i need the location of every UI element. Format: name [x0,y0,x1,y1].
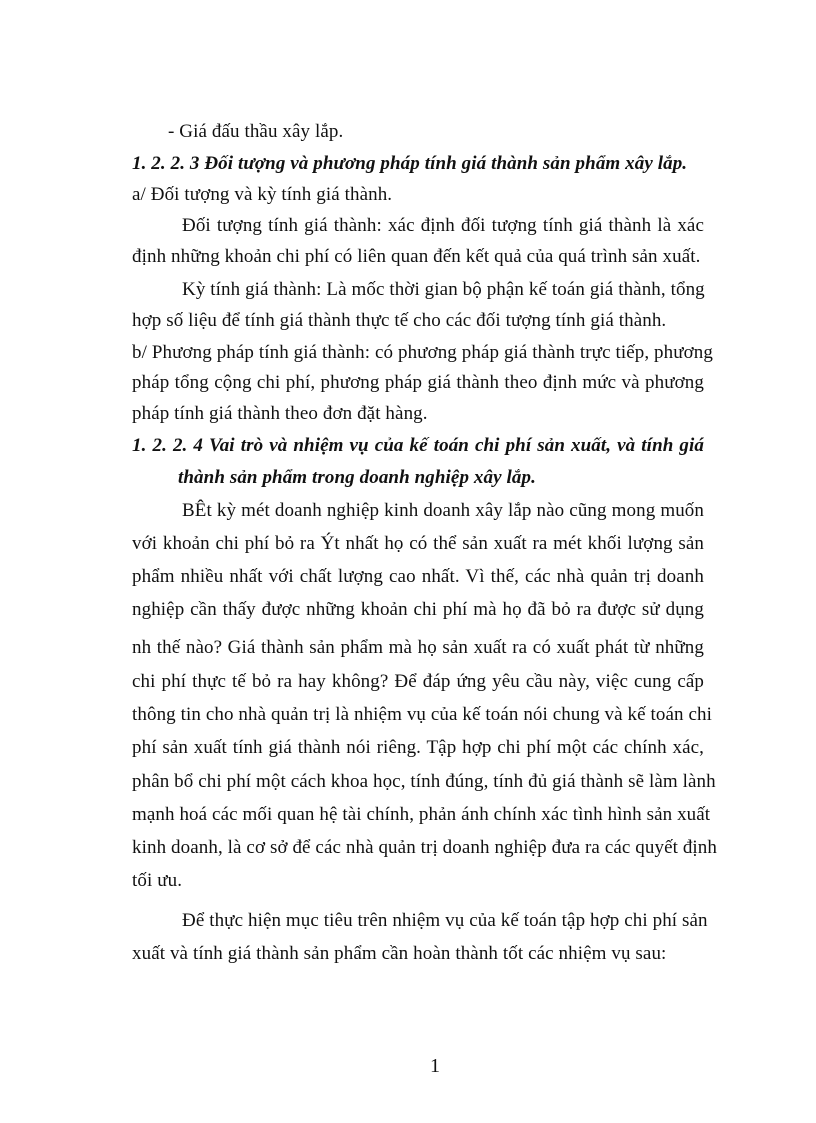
page-number: 1 [430,1055,440,1077]
paragraph-line: Kỳ tính giá thành: Là mốc thời gian bộ phận kế toán giá thành, tổng [182,279,705,300]
paragraph-line: định những khoản chi phí có liên quan đến kết quả của quá trình sản xuất. [132,246,701,267]
section-heading-1-2-2-4: 1. 2. 2. 4 Vai trò và nhiệm vụ của kế toán chi phí sản xuất, và tính giá [132,435,704,456]
paragraph-line: phí sản xuất tính giá thành nói riêng. Tập hợp chi phí một các chính xác, [132,737,704,758]
subheading-a: a/ Đối tượng và kỳ tính giá thành. [132,184,393,205]
paragraph-line: chi phí thực tế bỏ ra hay không? Để đáp ứng yêu cầu này, việc cung cấp [132,671,704,692]
paragraph-line: phẩm nhiều nhất với chất lượng cao nhất. Vì thế, các nhà quản trị doanh [132,566,704,587]
section-heading-1-2-2-3: 1. 2. 2. 3 Đối tượng và phương pháp tính giá thành sản phẩm xây lắp. [132,153,688,174]
section-heading-continuation: thành sản phẩm trong doanh nghiệp xây lắp. [178,467,536,488]
paragraph-line: hợp số liệu để tính giá thành thực tế cho các đối tượng tính giá thành. [132,310,667,331]
paragraph-line: với khoản chi phí bỏ ra Ýt nhất họ có thể sản xuất ra mét khối lượng sản [132,533,704,554]
paragraph-line: kinh doanh, là cơ sở để các nhà quản trị doanh nghiệp đưa ra các quyết định [132,837,718,858]
paragraph-line: thông tin cho nhà quản trị là nhiệm vụ của kế toán nói chung và kế toán chi [132,704,712,725]
paragraph-line: nghiệp cần thấy được những khoản chi phí mà họ đã bỏ ra được sử dụng [132,599,704,620]
paragraph-line: Để thực hiện mục tiêu trên nhiệm vụ của kế toán tập hợp chi phí sản [182,910,708,931]
paragraph-line: tối ưu. [132,870,183,891]
paragraph-line: xuất và tính giá thành sản phẩm cần hoàn thành tốt các nhiệm vụ sau: [132,943,667,964]
paragraph-line: pháp tính giá thành theo đơn đặt hàng. [132,403,428,424]
bullet-line: - Giá đấu thầu xây lắp. [168,121,344,142]
paragraph-line: mạnh hoá các mối quan hệ tài chính, phản ánh chính xác tình hình sản xuất [132,804,711,825]
paragraph-line: pháp tổng cộng chi phí, phương pháp giá thành theo định mức và phương [132,372,704,393]
paragraph-line: Đối tượng tính giá thành: xác định đối tượng tính giá thành là xác [182,215,704,236]
paragraph-line: phân bổ chi phí một cách khoa học, tính đúng, tính đủ giá thành sẽ làm lành [132,771,716,792]
subheading-b: b/ Phương pháp tính giá thành: có phương pháp giá thành trực tiếp, phương [132,342,713,363]
paragraph-line: nh thế nào? Giá thành sản phẩm mà họ sản xuất ra có xuất phát từ những [132,637,704,658]
paragraph-line: BÊt kỳ mét doanh nghiệp kinh doanh xây lắp nào cũng mong muốn [182,500,704,521]
